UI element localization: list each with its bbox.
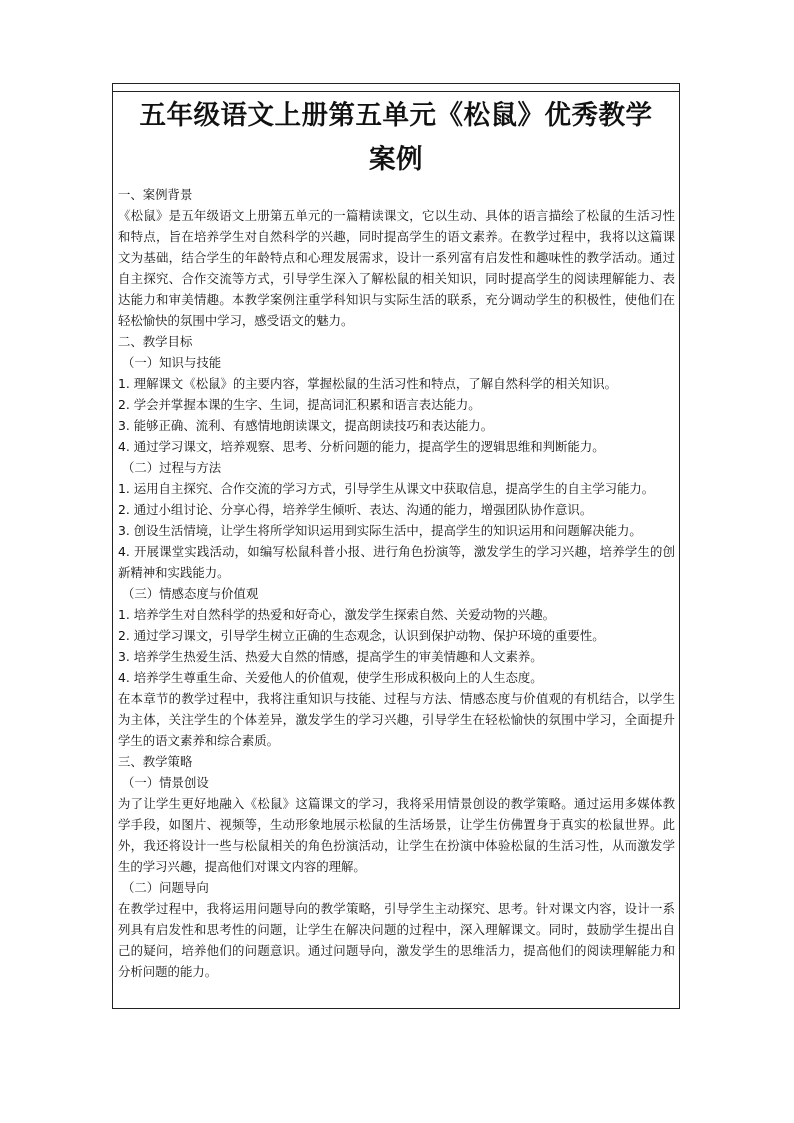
list-item: 1. 运用自主探究、合作交流的学习方式，引导学生从课文中获取信息，提高学生的自主学习能力。 bbox=[118, 481, 655, 496]
list-item: 4. 培养学生尊重生命、关爱他人的价值观，使学生形成积极向上的人生态度。 bbox=[118, 670, 543, 685]
section-heading-background: 一、案例背景 bbox=[118, 187, 193, 202]
document-title bbox=[113, 94, 679, 182]
subheading-problem-oriented: （二）问题导向 bbox=[122, 880, 209, 895]
list-item: 3. 能够正确、流利、有感情地朗读课文，提高朗读技巧和表达能力。 bbox=[118, 418, 494, 433]
section-heading-strategies: 三、教学策略 bbox=[118, 754, 193, 769]
list-item: 3. 培养学生热爱生活、热爱大自然的情感，提高学生的审美情趣和人文素养。 bbox=[118, 649, 543, 664]
subheading-process-methods: （二）过程与方法 bbox=[122, 460, 222, 475]
problem-oriented-paragraph: 在教学过程中，我将运用问题导向的教学策略，引导学生主动探究、思考。针对课文内容，设计一系列具有启发性和思考性的问题，让学生在解决问题的过程中，深入理解课文。同时，鼓励学生提出自己的疑问，培养他们的问题意识。通过问题导向，激发学生的思维活力，提高他们的阅读理解能力和分析问题的能力。 bbox=[118, 901, 675, 979]
list-item: 1. 培养学生对自然科学的热爱和好奇心，激发学生探索自然、关爱动物的兴趣。 bbox=[118, 607, 556, 622]
subheading-scenario-creation: （一）情景创设 bbox=[122, 775, 209, 790]
list-item: 4. 开展课堂实践活动，如编写松鼠科普小报、进行角色扮演等，激发学生的学习兴趣，培养学生的创新精神和实践能力。 bbox=[118, 544, 675, 580]
subheading-attitudes-values: （三）情感态度与价值观 bbox=[122, 586, 259, 601]
scenario-creation-paragraph: 为了让学生更好地融入《松鼠》这篇课文的学习，我将采用情景创设的教学策略。通过运用多媒体教学手段，如图片、视频等，生动形象地展示松鼠的生活场景，让学生仿佛置身于真实的松鼠世界。此外，我还将设计一些与松鼠相关的角色扮演活动，让学生在扮演中体验松鼠的生活习性，从而激发学生的学习兴趣，提高他们对课文内容的理解。 bbox=[118, 796, 675, 874]
document-frame bbox=[112, 91, 680, 1009]
goals-summary-paragraph: 在本章节的教学过程中，我将注重知识与技能、过程与方法、情感态度与价值观的有机结合，以学生为主体，关注学生的个体差异，激发学生的学习兴趣，引导学生在轻松愉快的氛围中学习，全面提升学生的语文素养和综合素质。 bbox=[118, 691, 675, 748]
list-item: 2. 学会并掌握本课的生字、生词，提高词汇积累和语言表达能力。 bbox=[118, 397, 481, 412]
list-item: 3. 创设生活情境，让学生将所学知识运用到实际生活中，提高学生的知识运用和问题解决能力。 bbox=[118, 523, 642, 538]
list-item: 2. 通过学习课文，引导学生树立正确的生态观念，认识到保护动物、保护环境的重要性。 bbox=[118, 628, 605, 643]
title-line-2: 案例 bbox=[369, 144, 423, 175]
section-heading-goals: 二、教学目标 bbox=[118, 334, 193, 349]
list-item: 4. 通过学习课文，培养观察、思考、分析问题的能力，提高学生的逻辑思维和判断能力。 bbox=[118, 439, 605, 454]
title-line-1: 五年级语文上册第五单元《松鼠》优秀教学 bbox=[139, 100, 653, 131]
subheading-knowledge-skills: （一）知识与技能 bbox=[122, 355, 222, 370]
list-item: 1. 理解课文《松鼠》的主要内容，掌握松鼠的生活习性和特点，了解自然科学的相关知识。 bbox=[118, 376, 617, 391]
list-item: 2. 通过小组讨论、分享心得，培养学生倾听、表达、沟通的能力，增强团队协作意识。 bbox=[118, 502, 593, 517]
background-paragraph: 《松鼠》是五年级语文上册第五单元的一篇精读课文，它以生动、具体的语言描绘了松鼠的生活习性和特点，旨在培养学生对自然科学的兴趣，同时提高学生的语文素养。在教学过程中，我将以这篇课文为基础，结合学生的年龄特点和心理发展需求，设计一系列富有启发性和趣味性的教学活动。通过自主探究、合作交流等方式，引导学生深入了解松鼠的相关知识，同时提高学生的阅读理解能力、表达能力和审美情趣。本教学案例注重学科知识与实际生活的联系，充分调动学生的积极性，使他们在轻松愉快的氛围中学习，感受语文的魅力。 bbox=[118, 208, 675, 328]
document-body bbox=[113, 182, 679, 982]
